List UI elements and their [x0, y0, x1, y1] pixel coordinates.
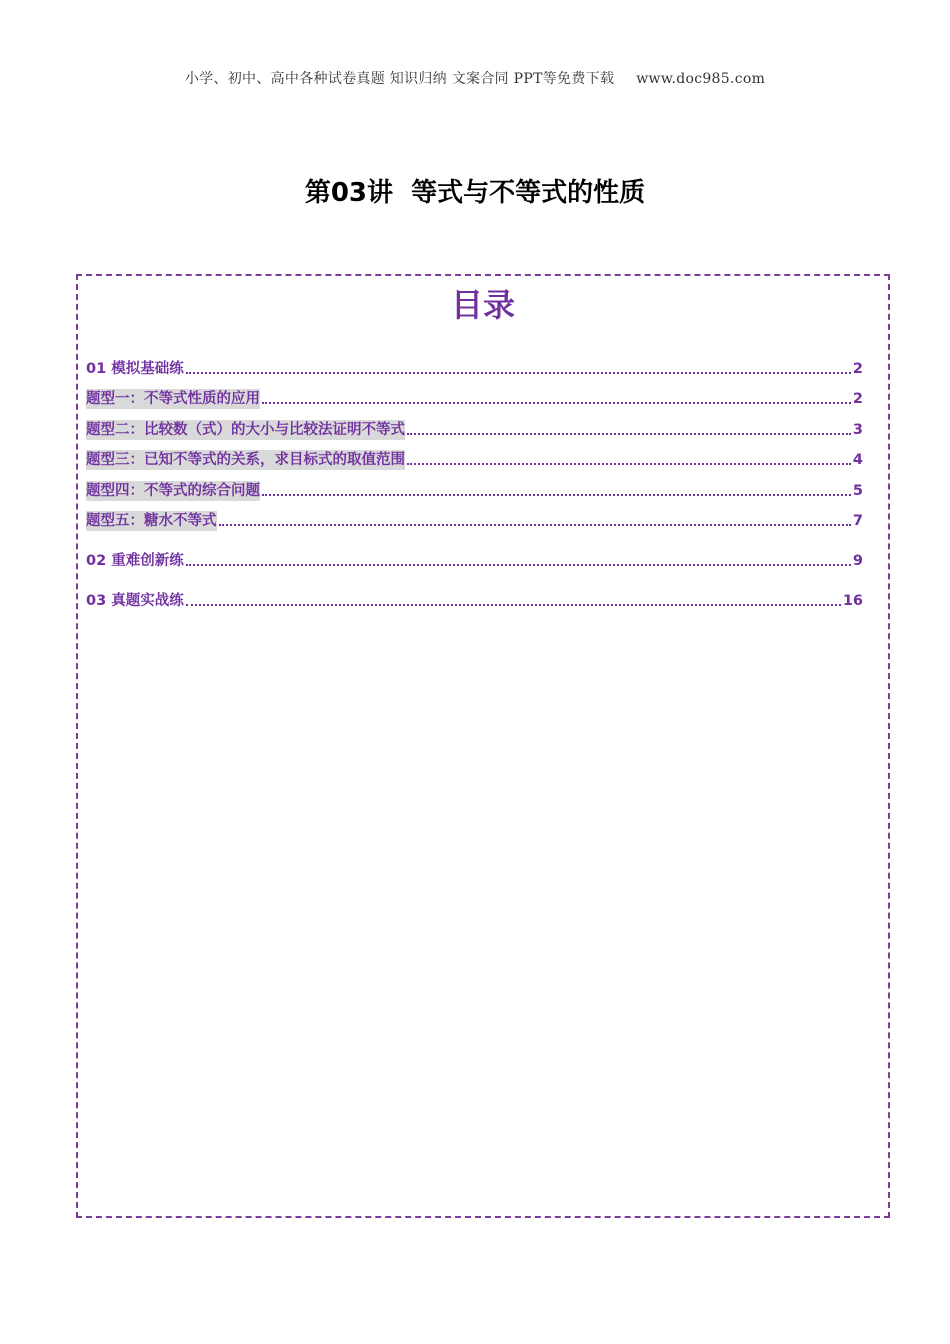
toc-entry-label: 02 重难创新练 — [86, 553, 184, 569]
header-text: 小学、初中、高中各种试卷真题 知识归纳 文案合同 PPT等免费下载 — [184, 71, 615, 87]
toc-entry-label: 题型一：不等式性质的应用 — [86, 391, 260, 407]
toc-entry-section-01[interactable] — [86, 357, 863, 379]
toc-entry-page: 4 — [852, 452, 863, 468]
toc-entry-label: 题型二：比较数（式）的大小与比较法证明不等式 — [86, 422, 405, 438]
toc-entry-label: 01 模拟基础练 — [86, 361, 184, 377]
toc-leader-dots — [219, 524, 851, 526]
toc-leader-dots — [186, 604, 841, 606]
toc-entry-section-02[interactable] — [86, 549, 863, 571]
toc-entry-page: 3 — [852, 422, 863, 438]
page-header — [0, 68, 950, 88]
toc-leader-dots — [186, 372, 851, 374]
toc-entry-type-3[interactable] — [86, 448, 863, 470]
toc-heading: 目录 — [450, 286, 515, 324]
toc-entry-label: 题型四：不等式的综合问题 — [86, 483, 260, 499]
header-site-link[interactable]: www.doc985.com — [636, 71, 766, 87]
toc-leader-dots — [262, 494, 851, 496]
toc-entry-page: 2 — [852, 391, 863, 407]
toc-entry-section-03[interactable] — [86, 589, 863, 611]
toc-entry-type-1[interactable] — [86, 387, 863, 409]
toc-leader-dots — [262, 402, 851, 404]
toc-entry-type-2[interactable] — [86, 418, 863, 440]
toc-entry-type-5[interactable] — [86, 509, 863, 531]
toc-entry-label: 题型三：已知不等式的关系，求目标式的取值范围 — [86, 452, 405, 468]
toc-entry-page: 9 — [852, 553, 863, 569]
toc-entry-page: 7 — [852, 513, 863, 529]
toc-entry-page: 16 — [842, 593, 863, 609]
toc-entry-page: 2 — [852, 361, 863, 377]
toc-leader-dots — [186, 564, 851, 566]
toc-entry-type-4[interactable] — [86, 479, 863, 501]
toc-entry-page: 5 — [852, 483, 863, 499]
document-title: 第03讲 等式与不等式的性质 — [304, 178, 646, 208]
toc-entry-label: 题型五：糖水不等式 — [86, 513, 217, 529]
toc-frame — [76, 274, 890, 1218]
toc-leader-dots — [407, 463, 851, 465]
toc-entry-label: 03 真题实战练 — [86, 593, 184, 609]
toc-leader-dots — [407, 433, 851, 435]
